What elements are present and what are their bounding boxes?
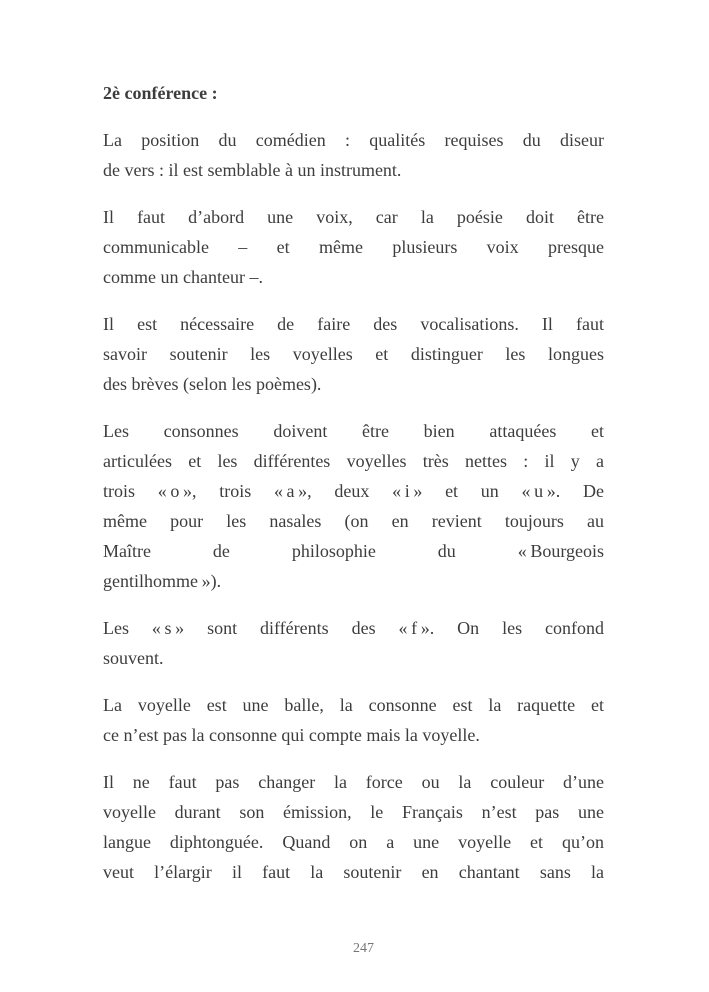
section-heading: 2è conférence : <box>103 83 218 103</box>
text-line: Il ne faut pas changer la force ou la couleur d’une <box>103 772 604 792</box>
text-line: communicable – et même plusieurs voix presque <box>103 237 604 257</box>
text-line: gentilhomme »). <box>103 571 222 591</box>
paragraph <box>103 613 604 673</box>
paragraph <box>103 125 604 185</box>
text-line: souvent. <box>103 648 164 668</box>
text-line: Il faut d’abord une voix, car la poésie doit être <box>103 207 604 227</box>
text-line: ce n’est pas la consonne qui compte mais la voyelle. <box>103 725 480 745</box>
text-line: Les consonnes doivent être bien attaquées et <box>103 421 604 441</box>
page-number: 247 <box>353 941 374 956</box>
text-line: articulées et les différentes voyelles très nettes : il y a <box>103 451 604 471</box>
paragraph <box>103 690 604 750</box>
text-line: Il est nécessaire de faire des vocalisations. Il faut <box>103 314 604 334</box>
text-line: Maître de philosophie du « Bourgeois <box>103 541 604 561</box>
text-line: langue diphtonguée. Quand on a une voyelle et qu’on <box>103 832 604 852</box>
text-line: La position du comédien : qualités requises du diseur <box>103 130 604 150</box>
paragraph <box>103 309 604 399</box>
paragraph <box>103 767 604 887</box>
body-paragraphs <box>103 125 604 887</box>
text-line: savoir soutenir les voyelles et distinguer les longues <box>103 344 604 364</box>
paragraph <box>103 416 604 596</box>
text-column <box>103 78 604 887</box>
text-line: même pour les nasales (on en revient toujours au <box>103 511 604 531</box>
text-line: voyelle durant son émission, le Français n’est pas une <box>103 802 604 822</box>
text-line: comme un chanteur –. <box>103 267 263 287</box>
text-line: veut l’élargir il faut la soutenir en chantant sans la <box>103 862 604 882</box>
text-line: trois « o », trois « a », deux « i » et un « u ». De <box>103 481 604 501</box>
text-line: de vers : il est semblable à un instrument. <box>103 160 402 180</box>
text-line: des brèves (selon les poèmes). <box>103 374 322 394</box>
text-line: Les « s » sont différents des « f ». On les confond <box>103 618 604 638</box>
text-line: La voyelle est une balle, la consonne est la raquette et <box>103 695 604 715</box>
paragraph <box>103 202 604 292</box>
